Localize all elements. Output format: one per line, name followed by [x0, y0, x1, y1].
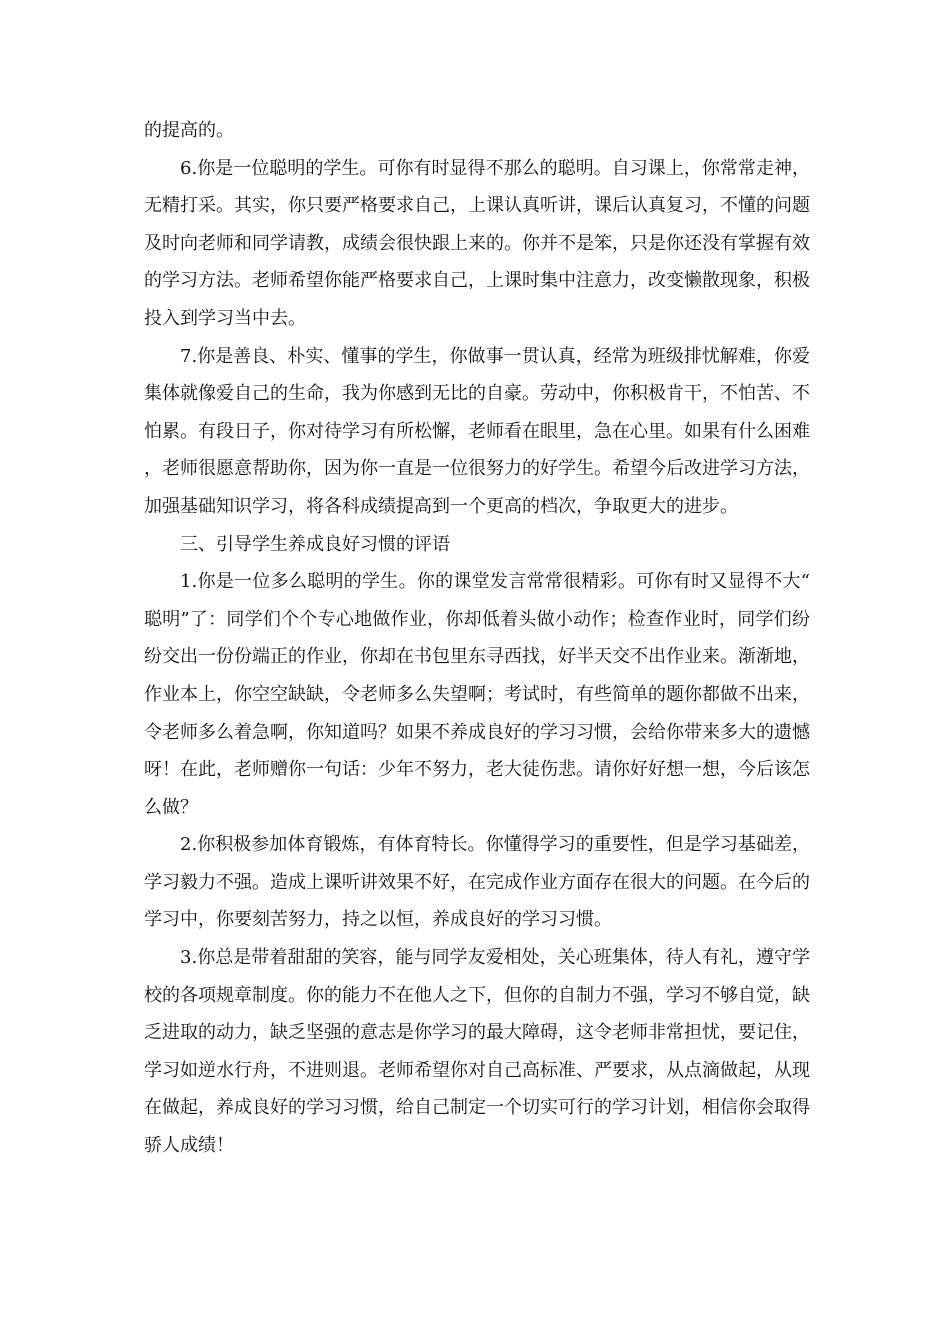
- paragraph-continuation: 的提高的。: [144, 120, 234, 141]
- paragraph-habit-comment-1: 1.你是一位多么聪明的学生。你的课堂发言常常很精彩。可你有时又显得不大“聪明”了：同学们个个专心地做作业，你却低着头做小动作；检查作业时，同学们纷纷交出一份份端正的作业，你却在书包里东寻西找，好半天交不出作业来。渐渐地，作业本上，你空空缺缺，令老师多么失望啊；考试时，有些简单的题你都做不出来，令老师多么着急啊，你知道吗？如果不养成良好的学习习惯，会给你带来多大的遗憾呀！在此，老师赠你一句话：少年不努力，老大徒伤悲。请你好好想一想，今后该怎么做？: [144, 571, 810, 818]
- paragraph-comment-7: 7.你是善良、朴实、懂事的学生，你做事一贯认真，经常为班级排忧解难，你爱集体就像爱自己的生命，我为你感到无比的自豪。劳动中，你积极肯干，不怕苦、不怕累。有段日子，你对待学习有所松懈，老师看在眼里，急在心里。如果有什么困难，老师很愿意帮助你，因为你一直是一位很努力的好学生。希望今后改进学习方法，加强基础知识学习，将各科成绩提高到一个更高的档次，争取更大的进步。: [144, 345, 810, 517]
- document-body: [144, 112, 810, 1165]
- paragraph-habit-comment-3: 3.你总是带着甜甜的笑容，能与同学友爱相处，关心班集体，待人有礼，遵守学校的各项规章制度。你的能力不在他人之下，但你的自制力不强，学习不够自觉，缺乏进取的动力，缺乏坚强的意志是你学习的最大障碍，这令老师非常担忧，要记住，学习如逆水行舟，不进则退。老师希望你对自己高标准、严要求，从点滴做起，从现在做起，养成良好的学习习惯，给自己制定一个切实可行的学习计划，相信你会取得骄人成绩！: [144, 947, 810, 1157]
- section-heading: 三、引导学生养成良好习惯的评语: [180, 533, 450, 555]
- paragraph-habit-comment-2: 2.你积极参加体育锻炼，有体育特长。你懂得学习的重要性，但是学习基础差，学习毅力不强。造成上课听讲效果不好，在完成作业方面存在很大的问题。在今后的学习中，你要刻苦努力，持之以恒，养成良好的学习习惯。: [144, 834, 810, 931]
- paragraph-comment-6: 6.你是一位聪明的学生。可你有时显得不那么的聪明。自习课上，你常常走神，无精打采。其实，你只要严格要求自己，上课认真听讲，课后认真复习，不懂的问题及时向老师和同学请教，成绩会很快跟上来的。你并不是笨，只是你还没有掌握有效的学习方法。老师希望你能严格要求自己，上课时集中注意力，改变懒散现象，积极投入到学习当中去。: [144, 157, 810, 329]
